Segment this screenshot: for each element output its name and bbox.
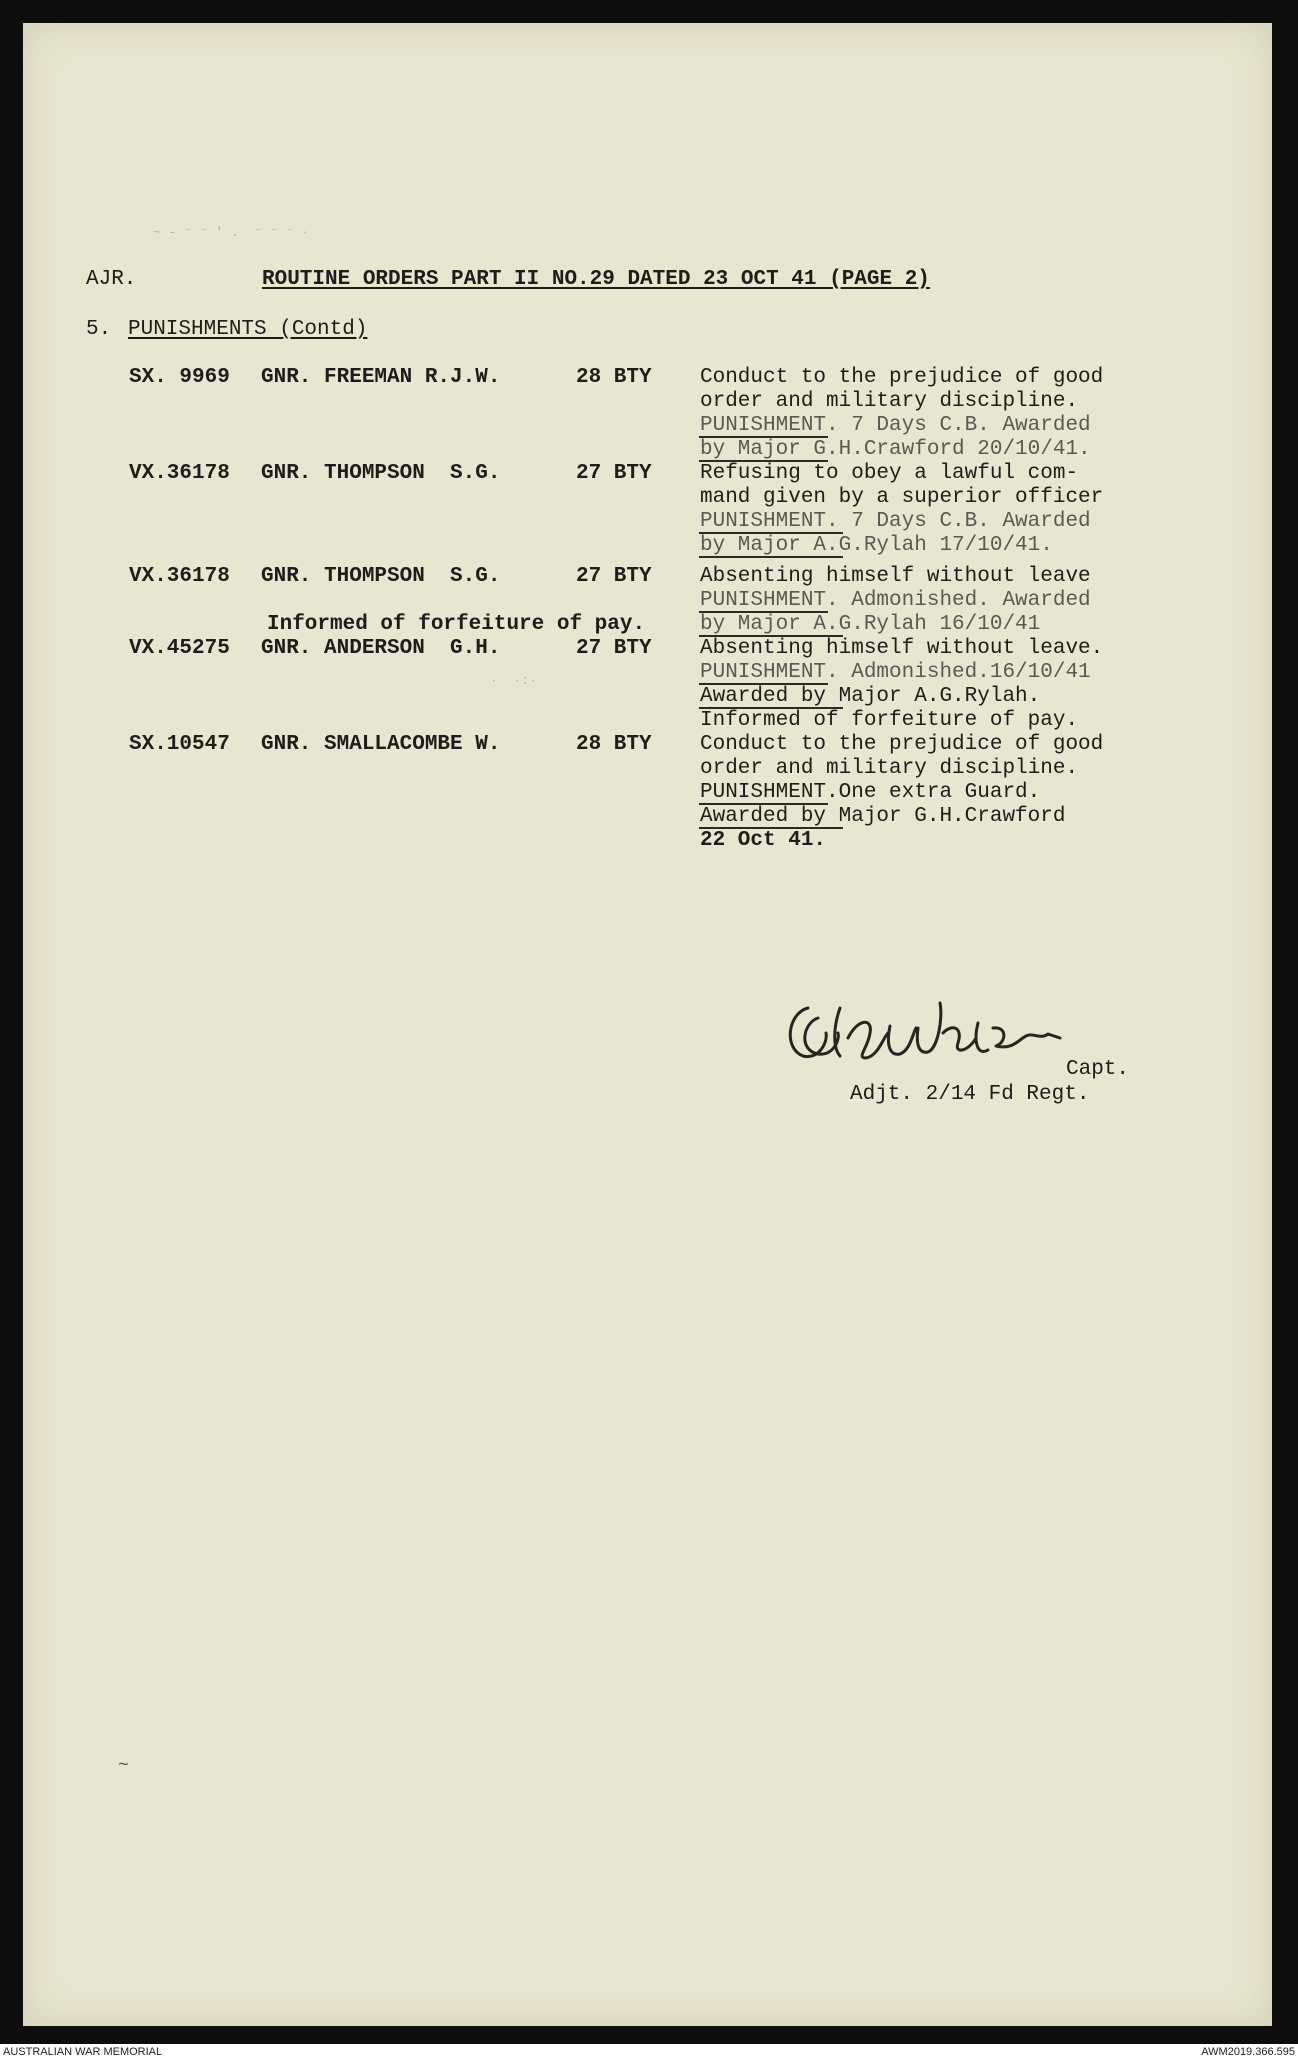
typed-underlines xyxy=(693,403,923,873)
battery: 27 BTY xyxy=(576,637,652,660)
service-number: SX. 9969 xyxy=(129,366,230,389)
punishment-line: PUNISHMENT. 7 Days C.B. Awarded xyxy=(700,414,1091,437)
punishment-line: PUNISHMENT. Admonished.16/10/41 xyxy=(700,661,1091,684)
award-line: Awarded by Major G.H.Crawford xyxy=(700,805,1066,828)
offence-line: order and military discipline. xyxy=(700,757,1079,780)
offence-line: order and military discipline. xyxy=(700,390,1079,413)
offence-line: mand given by a superior officer xyxy=(700,486,1104,509)
archive-reference: AWM2019.366.595 xyxy=(1201,2046,1295,2058)
section-number: 5. xyxy=(86,318,112,341)
rank-name: GNR. ANDERSON G.H. xyxy=(261,637,501,660)
rank-name: GNR. FREEMAN R.J.W. xyxy=(261,366,501,389)
service-number: VX.36178 xyxy=(129,462,230,485)
forfeiture-note: Informed of forfeiture of pay. xyxy=(267,613,646,636)
archive-name: AUSTRALIAN WAR MEMORIAL xyxy=(3,2046,163,2058)
page-title: ROUTINE ORDERS PART II NO.29 DATED 23 OCT 41 (PAGE 2) xyxy=(262,268,930,291)
service-number: VX.45275 xyxy=(129,637,230,660)
rank-name: GNR. THOMPSON S.G. xyxy=(261,462,501,485)
offence-line: Refusing to obey a lawful com- xyxy=(700,462,1079,485)
document-page xyxy=(23,23,1272,2026)
battery: 28 BTY xyxy=(576,366,652,389)
punishment-line: PUNISHMENT.One extra Guard. xyxy=(700,781,1041,804)
service-number: VX.36178 xyxy=(129,565,230,588)
date-line: 22 Oct 41. xyxy=(700,829,827,852)
rank-name: GNR. THOMPSON S.G. xyxy=(261,565,501,588)
battery: 27 BTY xyxy=(576,462,652,485)
faint-smudge: · ·:· xyxy=(490,673,537,688)
offence-line: Absenting himself without leave. xyxy=(700,637,1104,660)
signatory-appointment: Adjt. 2/14 Fd Regt. xyxy=(850,1083,1090,1106)
offence-line: Conduct to the prejudice of good xyxy=(700,733,1104,756)
offence-line: Absenting himself without leave xyxy=(700,565,1091,588)
award-line: by Major A.G.Rylah 16/10/41 xyxy=(700,613,1041,636)
ink-mark: ~ xyxy=(118,1756,129,1776)
punishment-line: PUNISHMENT. Admonished. Awarded xyxy=(700,589,1091,612)
battery: 27 BTY xyxy=(576,565,652,588)
rank-name: GNR. SMALLACOMBE W. xyxy=(261,733,501,756)
award-line: by Major A.G.Rylah 17/10/41. xyxy=(700,534,1053,557)
award-line: by Major G.H.Crawford 20/10/41. xyxy=(700,438,1091,461)
battery: 28 BTY xyxy=(576,733,652,756)
faint-smudge: ~ - ⁻ ⁻ ' . ⁻ ⁻ ⁻ · xyxy=(153,225,310,240)
forfeiture-line: Informed of forfeiture of pay. xyxy=(700,709,1079,732)
signatory-rank: Capt. xyxy=(1066,1058,1130,1081)
archive-footer xyxy=(0,2044,1298,2061)
initials: AJR. xyxy=(86,268,137,291)
offence-line: Conduct to the prejudice of good xyxy=(700,366,1104,389)
service-number: SX.10547 xyxy=(129,733,230,756)
section-heading: PUNISHMENTS (Contd) xyxy=(128,318,368,341)
award-line: Awarded by Major A.G.Rylah. xyxy=(700,685,1041,708)
punishment-line: PUNISHMENT. 7 Days C.B. Awarded xyxy=(700,510,1091,533)
